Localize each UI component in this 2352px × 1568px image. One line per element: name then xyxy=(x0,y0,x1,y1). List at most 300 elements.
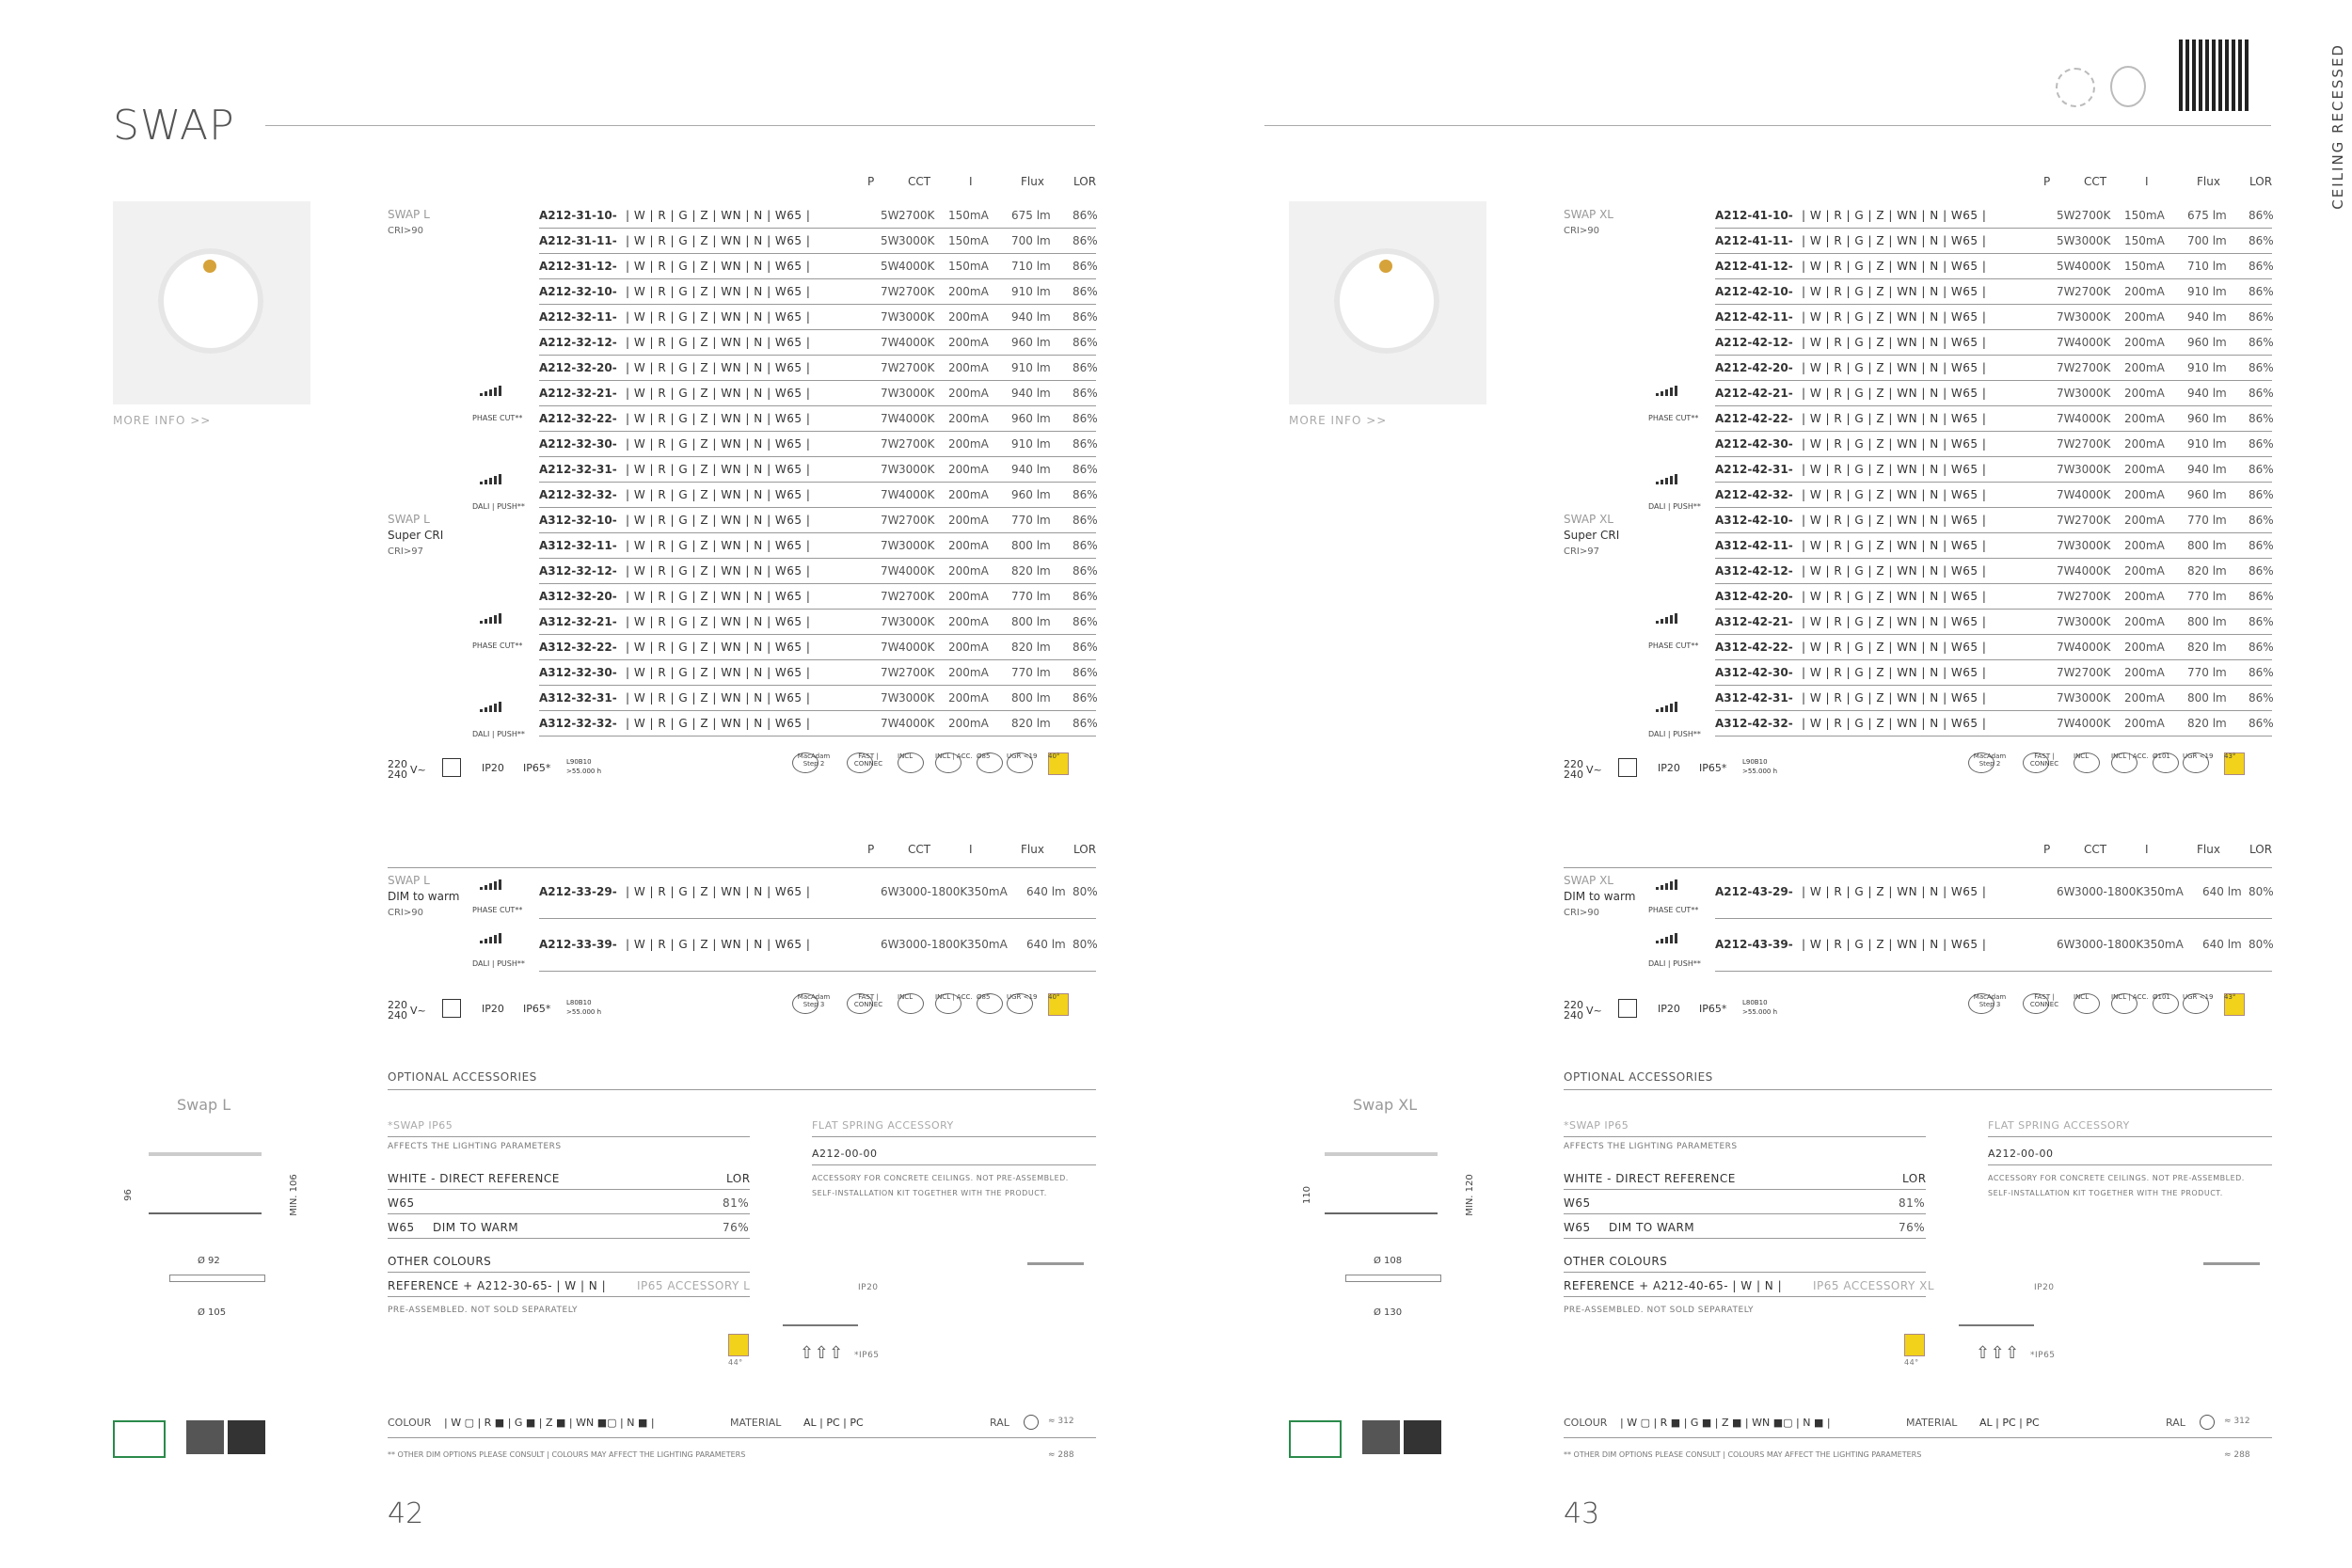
led-icon xyxy=(1379,260,1392,273)
cell-p: 7W xyxy=(881,717,899,730)
cell-i: 200mA xyxy=(948,387,989,400)
col-lor: LOR xyxy=(1073,175,1097,188)
cell-lor: 86% xyxy=(1073,564,1098,578)
table-row[interactable] xyxy=(1715,584,2272,610)
cell-i: 200mA xyxy=(2124,285,2165,298)
table-row[interactable] xyxy=(1715,254,2272,279)
product-code: A212-32-20- xyxy=(539,361,617,374)
cell-cct: 4000K xyxy=(2074,564,2111,578)
cell-cct: 2700K xyxy=(898,361,935,374)
table-row[interactable] xyxy=(1715,559,2272,584)
product-code: A312-42-32- xyxy=(1715,717,1793,730)
table-row[interactable] xyxy=(1715,610,2272,635)
beam-angle-icon xyxy=(1904,1334,1925,1356)
product-code: A312-42-10- xyxy=(1715,514,1793,527)
cell-p: 7W xyxy=(2057,717,2075,730)
cell-flux: 700 lm xyxy=(2187,234,2227,247)
table-row[interactable] xyxy=(539,559,1096,584)
cell-flux: 800 lm xyxy=(1011,615,1051,628)
table-row[interactable] xyxy=(1715,203,2272,229)
table-row[interactable] xyxy=(539,203,1096,229)
table-header xyxy=(1670,175,2272,190)
option-codes: | W | R | G | Z | WN | N | W65 | xyxy=(1802,437,1987,451)
table-row[interactable] xyxy=(539,711,1096,736)
flat-desc-1: ACCESSORY FOR CONCRETE CEILINGS. NOT PRE-ASSEMBLED. xyxy=(812,1174,1069,1182)
cell-cct: 3000K xyxy=(2074,234,2111,247)
cri-label: CRI>90 xyxy=(388,908,423,918)
group-label-1 xyxy=(388,207,430,239)
white-ref-label: WHITE - DIRECT REFERENCE xyxy=(388,1172,560,1185)
table-row[interactable] xyxy=(539,584,1096,610)
icon-label: FAST | CONNEC xyxy=(2029,993,2059,1008)
table-row[interactable] xyxy=(539,254,1096,279)
cell-p: 7W xyxy=(2057,514,2075,527)
cell-p: 7W xyxy=(881,691,899,705)
col-i: I xyxy=(969,843,973,856)
affects-label: AFFECTS THE LIGHTING PARAMETERS xyxy=(388,1142,562,1151)
dimming-bars-icon xyxy=(1656,701,1678,712)
table-row[interactable] xyxy=(1715,508,2272,533)
product-code: A312-32-10- xyxy=(539,514,617,527)
product-table xyxy=(1715,203,2272,736)
qr-code-icon[interactable] xyxy=(2179,40,2250,111)
cell-cct: 3000-1800K xyxy=(2074,885,2144,898)
product-code: A212-42-22- xyxy=(1715,412,1793,425)
cell-lor: 86% xyxy=(1073,209,1098,222)
dim-d2: Ø 105 xyxy=(198,1307,227,1318)
rule xyxy=(812,1164,1096,1165)
volt-unit: V~ xyxy=(1586,1005,1602,1017)
option-codes: | W | R | G | Z | WN | N | W65 | xyxy=(1802,691,1987,705)
cell-lor: 86% xyxy=(1073,387,1098,400)
cri-label: CRI>90 xyxy=(1564,226,1599,236)
cell-p: 7W xyxy=(881,539,899,552)
page-right xyxy=(1176,0,2352,1568)
cell-i: 200mA xyxy=(948,285,989,298)
cell-flux: 820 lm xyxy=(1011,564,1051,578)
option-codes: | W | R | G | Z | WN | N | W65 | xyxy=(626,387,811,400)
cell-cct: 3000K xyxy=(2074,615,2111,628)
volt-top: 220 xyxy=(1564,758,1583,770)
more-info-link[interactable]: MORE INFO >> xyxy=(113,414,212,427)
dim-option-label: PHASE CUT** xyxy=(472,906,523,914)
beam-label: 40° xyxy=(1048,993,1060,1001)
white-ref-label: WHITE - DIRECT REFERENCE xyxy=(1564,1172,1736,1185)
cell-flux: 910 lm xyxy=(1011,437,1051,451)
super-cri-label: Super CRI xyxy=(388,529,444,542)
cell-cct: 2700K xyxy=(898,209,935,222)
col-flux: Flux xyxy=(2197,175,2220,188)
page-title: SWAP xyxy=(113,102,235,150)
table-row[interactable] xyxy=(1715,635,2272,660)
lifetime-label: L90B10 xyxy=(566,758,592,766)
cell-cct: 4000K xyxy=(898,488,935,501)
cell-i: 200mA xyxy=(2124,590,2165,603)
cell-i: 200mA xyxy=(2124,437,2165,451)
table-row[interactable] xyxy=(539,305,1096,330)
title-rule xyxy=(1264,125,2271,126)
cell-lor: 80% xyxy=(1073,885,1098,898)
cell-flux: 910 lm xyxy=(2187,437,2227,451)
table-row[interactable] xyxy=(539,279,1096,305)
icon-label: INCL xyxy=(898,752,914,760)
table-row[interactable] xyxy=(539,508,1096,533)
col-i: I xyxy=(2145,175,2149,188)
table-row[interactable] xyxy=(1715,483,2272,508)
cell-i: 200mA xyxy=(948,564,989,578)
w65-dim-value: 76% xyxy=(723,1221,750,1234)
table-row[interactable] xyxy=(1715,229,2272,254)
option-codes: | W | R | G | Z | WN | N | W65 | xyxy=(1802,260,1987,273)
option-codes: | W | R | G | Z | WN | N | W65 | xyxy=(1802,361,1987,374)
cell-flux: 710 lm xyxy=(1011,260,1051,273)
option-codes: | W | R | G | Z | WN | N | W65 | xyxy=(1802,387,1987,400)
dim-option-label: DALI | PUSH** xyxy=(1648,730,1701,738)
cell-lor: 86% xyxy=(1073,488,1098,501)
table-row[interactable] xyxy=(1715,686,2272,711)
option-codes: | W | R | G | Z | WN | N | W65 | xyxy=(626,615,811,628)
cell-p: 7W xyxy=(881,641,899,654)
table-row[interactable] xyxy=(539,432,1096,457)
dim-min: MIN. 106 xyxy=(288,1174,299,1216)
col-p: P xyxy=(2043,843,2051,856)
section-title: OPTIONAL ACCESSORIES xyxy=(1564,1070,1713,1084)
cell-p: 6W xyxy=(881,885,899,898)
group-name: SWAP XL xyxy=(1564,513,1613,526)
table-row[interactable] xyxy=(1715,305,2272,330)
table-header-2 xyxy=(1670,843,2272,858)
cell-lor: 86% xyxy=(1073,285,1098,298)
cell-cct: 2700K xyxy=(898,437,935,451)
cell-cct: 2700K xyxy=(2074,590,2111,603)
group-name: SWAP XL xyxy=(1564,208,1613,221)
cell-i: 200mA xyxy=(948,539,989,552)
cell-p: 7W xyxy=(2057,641,2075,654)
icon-label: INCL | ACC. xyxy=(2111,993,2149,1001)
rule xyxy=(388,1189,750,1190)
product-code: A312-32-31- xyxy=(539,691,617,705)
table-header xyxy=(494,175,1096,190)
table-row[interactable] xyxy=(1715,711,2272,736)
info-icon[interactable] xyxy=(1024,1415,1039,1430)
col-i: I xyxy=(969,175,973,188)
volt-bottom: 240 xyxy=(388,1009,407,1022)
table-row[interactable] xyxy=(1715,879,2272,919)
table-row[interactable] xyxy=(1715,457,2272,483)
volt-bottom: 240 xyxy=(1564,1009,1583,1022)
cell-lor: 86% xyxy=(2249,641,2274,654)
colour-material-bar xyxy=(1564,1415,2272,1471)
option-codes: | W | R | G | Z | WN | N | W65 | xyxy=(1802,514,1987,527)
option-codes: | W | R | G | Z | WN | N | W65 | xyxy=(1802,564,1987,578)
cell-lor: 86% xyxy=(2249,564,2274,578)
table-row[interactable] xyxy=(1715,356,2272,381)
cell-lor: 86% xyxy=(2249,615,2274,628)
product-code: A212-32-11- xyxy=(539,310,617,324)
led-icon xyxy=(203,260,216,273)
cell-flux: 640 lm xyxy=(2202,885,2242,898)
cell-i: 200mA xyxy=(2124,691,2165,705)
cell-i: 150mA xyxy=(948,234,989,247)
cell-flux: 800 lm xyxy=(1011,691,1051,705)
cell-flux: 710 lm xyxy=(2187,260,2227,273)
option-codes: | W | R | G | Z | WN | N | W65 | xyxy=(1802,938,1987,951)
table-row[interactable] xyxy=(1715,381,2272,406)
dim-option-label: PHASE CUT** xyxy=(1648,641,1699,650)
table-row[interactable] xyxy=(539,229,1096,254)
cell-p: 7W xyxy=(2057,463,2075,476)
icon-label: FAST | CONNEC xyxy=(853,993,883,1008)
product-code: A212-42-12- xyxy=(1715,336,1793,349)
cell-p: 5W xyxy=(2057,209,2075,222)
cri-label: CRI>97 xyxy=(388,546,423,557)
beam-label: 40° xyxy=(1048,752,1060,760)
rule xyxy=(1564,1089,2272,1090)
cell-lor: 86% xyxy=(2249,691,2274,705)
product-code: A212-42-11- xyxy=(1715,310,1793,324)
icon-label: Ø85 xyxy=(977,752,991,760)
ip65-accessory: IP65 ACCESSORY XL xyxy=(1813,1279,1934,1292)
cell-p: 7W xyxy=(881,564,899,578)
icon-label: INCL xyxy=(2074,993,2090,1001)
dim-option-label: DALI | PUSH** xyxy=(1648,959,1701,968)
cell-i: 200mA xyxy=(948,310,989,324)
cell-lor: 86% xyxy=(2249,412,2274,425)
icon-label: FAST | CONNEC xyxy=(853,752,883,768)
option-codes: | W | R | G | Z | WN | N | W65 | xyxy=(626,539,811,552)
iecee-logo-icon xyxy=(1404,1420,1441,1454)
cell-cct: 3000-1800K xyxy=(898,938,968,951)
cell-p: 6W xyxy=(2057,938,2075,951)
cell-cct: 4000K xyxy=(898,564,935,578)
cell-p: 7W xyxy=(881,285,899,298)
hours-label: >55.000 h xyxy=(566,1008,602,1016)
table-row[interactable] xyxy=(1715,660,2272,686)
dim-d2: Ø 130 xyxy=(1374,1307,1403,1318)
table-row[interactable] xyxy=(539,610,1096,635)
table-row[interactable] xyxy=(539,660,1096,686)
ref-code: REFERENCE + A212-40-65- | W | N | xyxy=(1564,1279,1783,1292)
cell-p: 7W xyxy=(2057,539,2075,552)
cell-cct: 3000K xyxy=(898,539,935,552)
footnote: ** OTHER DIM OPTIONS PLEASE CONSULT | COLOURS MAY AFFECT THE LIGHTING PARAMETERS xyxy=(388,1450,746,1459)
product-code: A212-32-10- xyxy=(539,285,617,298)
product-code: A212-32-32- xyxy=(539,488,617,501)
table-header-2 xyxy=(494,843,1096,858)
icon-label: UGR <19 xyxy=(1007,752,1038,760)
swap-ip65-title: *SWAP IP65 xyxy=(1564,1119,1629,1132)
cell-lor: 86% xyxy=(2249,310,2274,324)
w65-label: W65 xyxy=(1564,1196,1591,1210)
table-row[interactable] xyxy=(1715,432,2272,457)
cell-i: 350mA xyxy=(967,938,1008,951)
cell-cct: 3000K xyxy=(2074,310,2111,324)
group-label-1 xyxy=(1564,207,1613,239)
cutout-icon xyxy=(1345,1275,1441,1282)
iec-logo-icon xyxy=(186,1420,224,1454)
cell-flux: 770 lm xyxy=(2187,590,2227,603)
volt-bottom: 240 xyxy=(1564,768,1583,781)
cell-cct: 2700K xyxy=(2074,666,2111,679)
option-codes: | W | R | G | Z | WN | N | W65 | xyxy=(626,285,811,298)
cell-cct: 4000K xyxy=(898,336,935,349)
product-code: A212-42-10- xyxy=(1715,285,1793,298)
info-icon[interactable] xyxy=(2200,1415,2215,1430)
table-row[interactable] xyxy=(539,406,1096,432)
cell-p: 7W xyxy=(881,488,899,501)
product-code: A212-41-11- xyxy=(1715,234,1793,247)
cell-lor: 80% xyxy=(2249,938,2274,951)
size-label: Swap XL xyxy=(1353,1096,1418,1114)
cell-cct: 2700K xyxy=(898,285,935,298)
dimming-bars-icon xyxy=(480,879,502,890)
cell-cct: 4000K xyxy=(2074,488,2111,501)
dimming-bars-icon xyxy=(1656,879,1678,890)
page-number: 43 xyxy=(1564,1497,1600,1530)
cell-p: 7W xyxy=(2057,285,2075,298)
product-code: A312-42-12- xyxy=(1715,564,1793,578)
cell-i: 200mA xyxy=(948,336,989,349)
table-row[interactable] xyxy=(1715,932,2272,972)
cell-p: 7W xyxy=(881,412,899,425)
cell-p: 6W xyxy=(2057,885,2075,898)
cell-lor: 86% xyxy=(1073,717,1098,730)
table-row[interactable] xyxy=(539,330,1096,356)
option-codes: | W | R | G | Z | WN | N | W65 | xyxy=(1802,234,1987,247)
col-flux: Flux xyxy=(2197,843,2220,856)
w65-dim-value: 76% xyxy=(1899,1221,1926,1234)
icon-label: UGR <19 xyxy=(2183,993,2214,1001)
table-row[interactable] xyxy=(539,483,1096,508)
cell-cct: 3000K xyxy=(898,387,935,400)
cell-cct: 2700K xyxy=(898,666,935,679)
cell-p: 7W xyxy=(2057,564,2075,578)
cell-i: 200mA xyxy=(2124,310,2165,324)
table-row[interactable] xyxy=(1715,406,2272,432)
cell-lor: 86% xyxy=(2249,514,2274,527)
dim-table xyxy=(539,872,1096,977)
table-row[interactable] xyxy=(539,932,1096,972)
dim-table xyxy=(1715,872,2272,977)
dim-option-label: DALI | PUSH** xyxy=(1648,502,1701,511)
cell-p: 7W xyxy=(881,336,899,349)
cell-p: 7W xyxy=(881,361,899,374)
table-row[interactable] xyxy=(539,457,1096,483)
product-code: A212-43-39- xyxy=(1715,938,1793,951)
enec-logo-icon xyxy=(1289,1420,1342,1458)
flat-code: A212-00-00 xyxy=(812,1148,878,1160)
table-row[interactable] xyxy=(539,635,1096,660)
cell-lor: 86% xyxy=(1073,310,1098,324)
square-icon xyxy=(442,999,461,1018)
flat-desc-1: ACCESSORY FOR CONCRETE CEILINGS. NOT PRE-ASSEMBLED. xyxy=(1988,1174,2245,1182)
square-icon xyxy=(442,758,461,777)
other-colours: OTHER COLOURS xyxy=(388,1255,492,1268)
dim-option-label: PHASE CUT** xyxy=(1648,906,1699,914)
cell-i: 200mA xyxy=(2124,387,2165,400)
product-code: A212-32-30- xyxy=(539,437,617,451)
profile-icon xyxy=(149,1152,262,1214)
group-label-3 xyxy=(1564,873,1635,921)
cell-flux: 640 lm xyxy=(1026,938,1066,951)
ip20-label: IP20 xyxy=(1658,1003,1680,1015)
cell-cct: 3000K xyxy=(898,310,935,324)
cell-i: 200mA xyxy=(2124,666,2165,679)
product-code: A312-42-22- xyxy=(1715,641,1793,654)
spring-drawing-icon xyxy=(2203,1230,2260,1265)
option-codes: | W | R | G | Z | WN | N | W65 | xyxy=(626,666,811,679)
cell-cct: 3000K xyxy=(2074,691,2111,705)
cell-lor: 86% xyxy=(1073,336,1098,349)
volt-top: 220 xyxy=(388,999,407,1011)
more-info-link[interactable]: MORE INFO >> xyxy=(1289,414,1388,427)
table-row[interactable] xyxy=(539,686,1096,711)
rule xyxy=(388,1272,750,1273)
title-rule xyxy=(265,125,1095,126)
cell-cct: 4000K xyxy=(2074,717,2111,730)
cell-cct: 4000K xyxy=(898,260,935,273)
cell-lor: 86% xyxy=(2249,209,2274,222)
table-row[interactable] xyxy=(539,381,1096,406)
cell-i: 200mA xyxy=(948,361,989,374)
product-photo xyxy=(1289,201,1486,404)
cell-lor: 86% xyxy=(1073,666,1098,679)
feature-icons xyxy=(792,993,1103,1040)
cell-p: 7W xyxy=(881,310,899,324)
ral-label: RAL xyxy=(990,1417,1009,1429)
table-row[interactable] xyxy=(1715,279,2272,305)
table-row[interactable] xyxy=(1715,533,2272,559)
flat-spring-title: FLAT SPRING ACCESSORY xyxy=(1988,1119,2130,1132)
row-divider xyxy=(539,971,1096,972)
rule xyxy=(388,1238,750,1239)
product-code: A312-32-12- xyxy=(539,564,617,578)
beam-angle-icon xyxy=(728,1334,749,1356)
col-lor: LOR xyxy=(2249,843,2273,856)
super-cri-label: Super CRI xyxy=(1564,529,1620,542)
spec-row xyxy=(388,752,1096,805)
side-label: CEILING RECESSED xyxy=(2329,43,2346,210)
cell-lor: 86% xyxy=(1073,412,1098,425)
cell-flux: 940 lm xyxy=(2187,310,2227,324)
volt-unit: V~ xyxy=(410,764,426,776)
cell-p: 6W xyxy=(881,938,899,951)
table-row[interactable] xyxy=(539,356,1096,381)
cell-cct: 4000K xyxy=(2074,260,2111,273)
cri-label: CRI>90 xyxy=(388,226,423,236)
table-row[interactable] xyxy=(539,879,1096,919)
product-code: A312-42-30- xyxy=(1715,666,1793,679)
table-row[interactable] xyxy=(1715,330,2272,356)
col-lor: LOR xyxy=(2249,175,2273,188)
cell-flux: 675 lm xyxy=(1011,209,1051,222)
cell-i: 350mA xyxy=(2143,885,2184,898)
cell-flux: 770 lm xyxy=(1011,666,1051,679)
icon-label: MacAdam Step 2 xyxy=(797,752,831,768)
option-codes: | W | R | G | Z | WN | N | W65 | xyxy=(1802,209,1987,222)
page-number: 42 xyxy=(388,1497,424,1530)
cell-p: 7W xyxy=(2057,615,2075,628)
rule xyxy=(1988,1164,2272,1165)
volt-top: 220 xyxy=(388,758,407,770)
col-cct: CCT xyxy=(908,175,931,188)
icon-label: INCL | ACC. xyxy=(935,752,973,760)
product-code: A212-31-11- xyxy=(539,234,617,247)
cell-i: 150mA xyxy=(2124,209,2165,222)
cell-i: 200mA xyxy=(948,514,989,527)
cell-lor: 86% xyxy=(1073,361,1098,374)
table-row[interactable] xyxy=(539,533,1096,559)
